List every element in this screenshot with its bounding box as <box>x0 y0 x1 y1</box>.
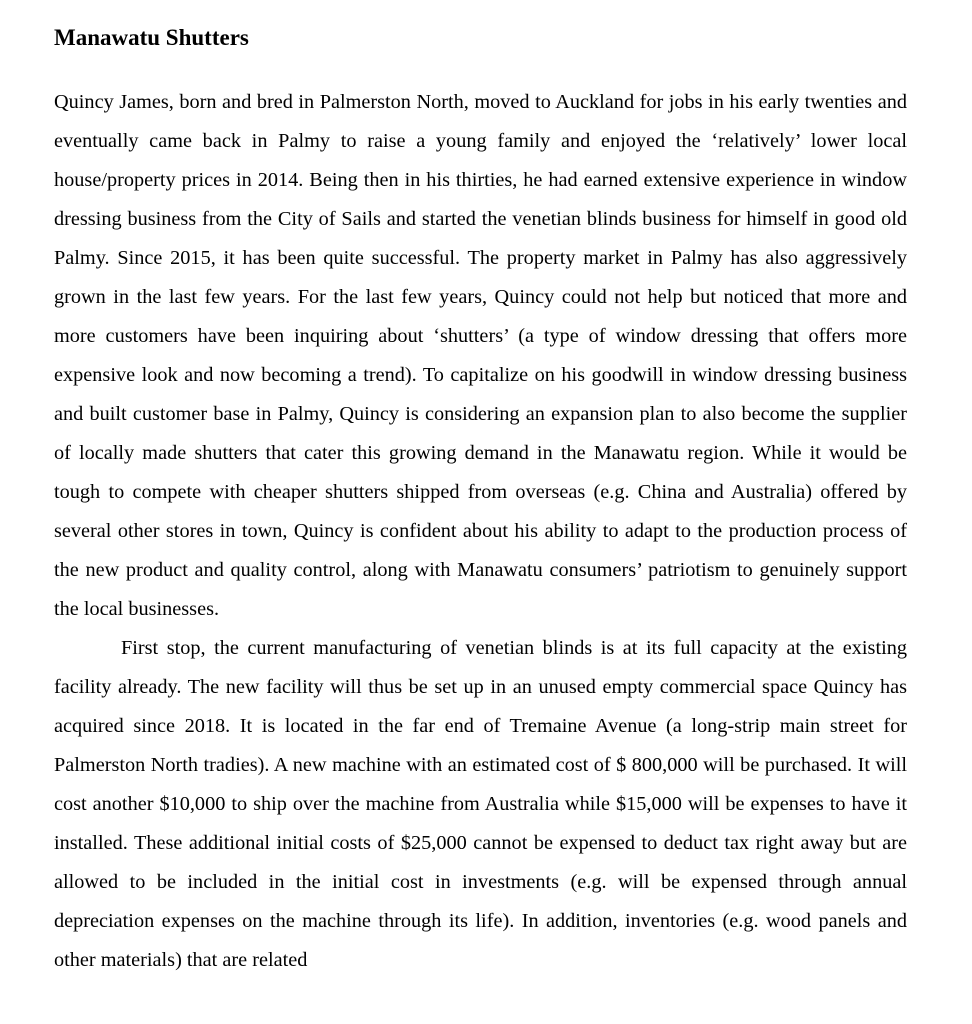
document-title: Manawatu Shutters <box>54 25 249 50</box>
document-page <box>54 0 907 980</box>
paragraph-1: Quincy James, born and bred in Palmerston North, moved to Auckland for jobs in his early twenties and eventually came back in Palmy to raise a young family and enjoyed the ‘relatively’ lower local house/property prices in 2014. Being then in his thirties, he had earned extensive experience in window dressing business from the City of Sails and started the venetian blinds business for himself in good old Palmy. Since 2015, it has been quite successful. The property market in Palmy has also aggressively grown in the last few years. For the last few years, Quincy could not help but noticed that more and more customers have been inquiring about ‘shutters’ (a type of window dressing that offers more expensive look and now becoming a trend). To capitalize on his goodwill in window dressing business and built customer base in Palmy, Quincy is considering an expansion plan to also become the supplier of locally made shutters that cater this growing demand in the Manawatu region. While it would be tough to compete with cheaper shutters shipped from overseas (e.g. China and Australia) offered by several other stores in town, Quincy is confident about his ability to adapt to the production process of the new product and quality control, along with Manawatu consumers’ patriotism to genuinely support the local businesses. <box>54 91 907 620</box>
paragraph-2: First stop, the current manufacturing of venetian blinds is at its full capacity at the existing facility already. The new facility will thus be set up in an unused empty commercial space Quincy has acquired since 2018. It is located in the far end of Tremaine Avenue (a long-strip main street for Palmerston North tradies). A new machine with an estimated cost of $ 800,000 will be purchased. It will cost another $10,000 to ship over the machine from Australia while $15,000 will be expenses to have it installed. These additional initial costs of $25,000 cannot be expensed to deduct tax right away but are allowed to be included in the initial cost in investments (e.g. will be expensed through annual depreciation expenses on the machine through its life). In addition, inventories (e.g. wood panels and other materials) that are related <box>54 637 907 971</box>
